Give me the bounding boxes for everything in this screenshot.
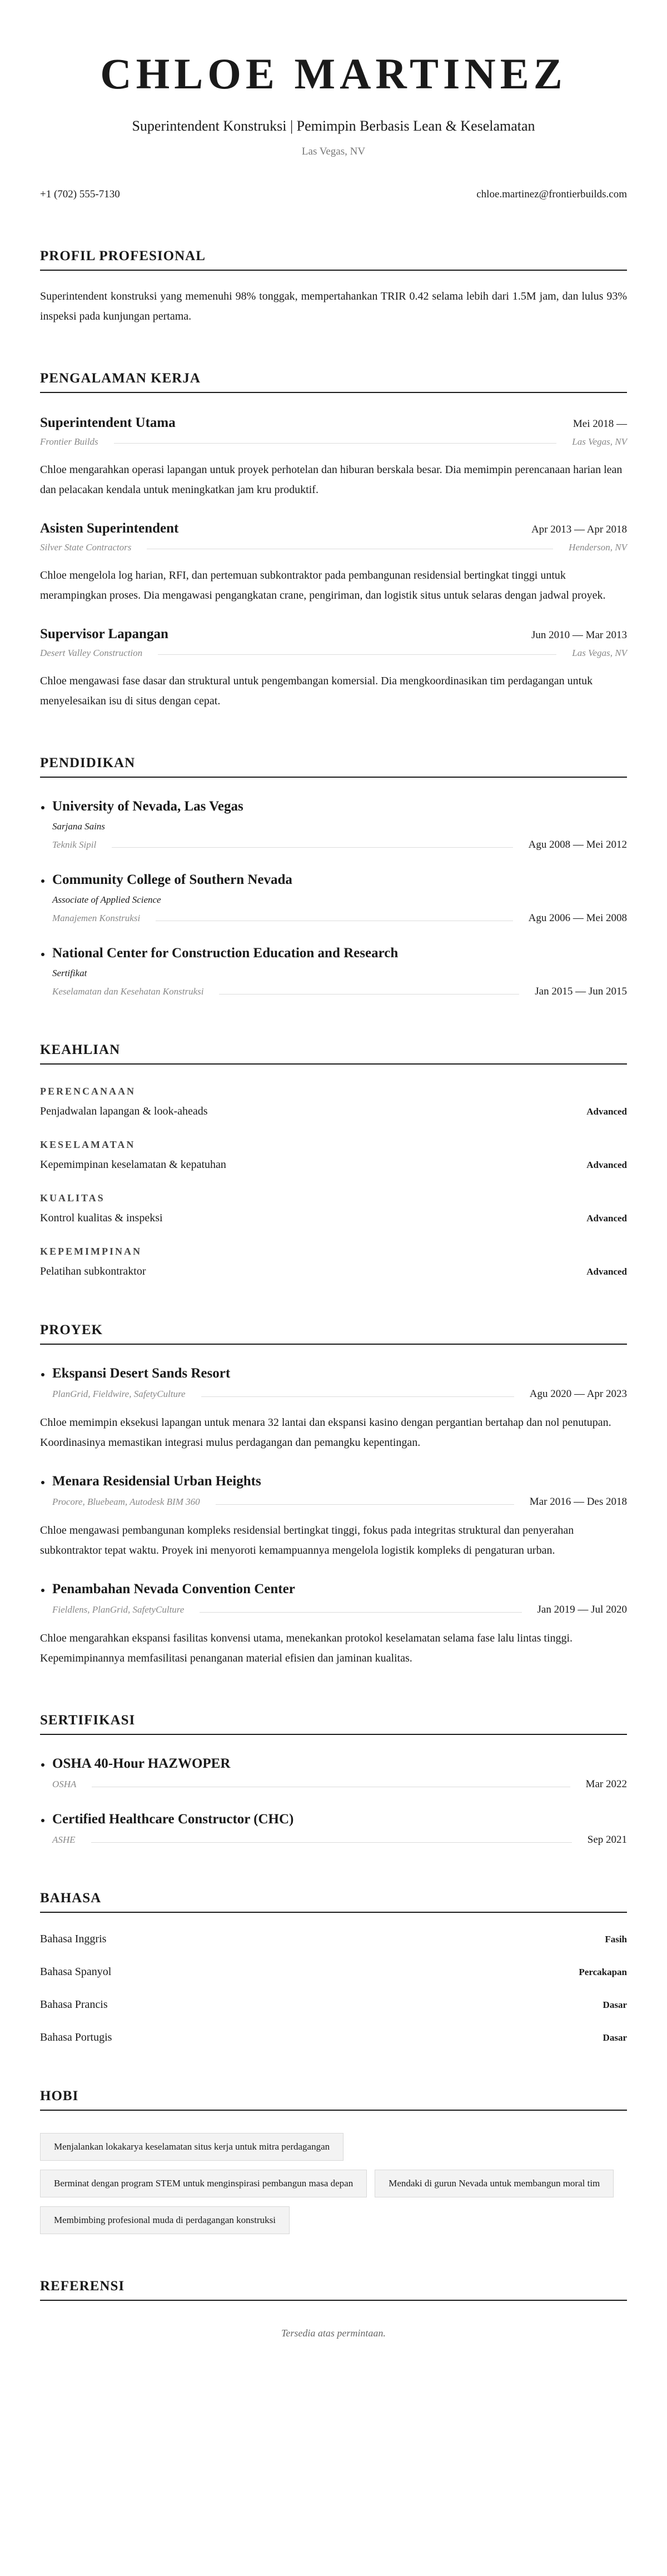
degree: Associate of Applied Science	[52, 894, 161, 905]
language-name: Bahasa Inggris	[40, 1933, 107, 1945]
job-entry	[40, 415, 627, 500]
divider	[91, 1842, 572, 1843]
skill-category: KUALITAS	[40, 1192, 105, 1204]
project-description: Chloe mengawasi pembangunan kompleks residensial bertingkat tinggi, fokus pada integritas struktural dan penyerahan subkontraktor tepat waktu. Proyek ini menyoroti kemampuannya mengelola logistik kompleks di pengaturan urban.	[40, 1524, 574, 1556]
language-level: Dasar	[603, 2000, 627, 2010]
projects-section	[40, 1322, 627, 1668]
degree: Sertifikat	[52, 968, 87, 978]
project-dates: Agu 2020 — Apr 2023	[529, 1388, 627, 1400]
language-entry	[40, 1933, 627, 1946]
field-of-study: Keselamatan dan Kesehatan Konstruksi	[52, 986, 204, 997]
hobby-chip: Membimbing profesional muda di perdagangan konstruksi	[40, 2206, 290, 2234]
project-name: Menara Residensial Urban Heights	[52, 1474, 261, 1489]
language-name: Bahasa Prancis	[40, 1998, 108, 2011]
job-description: Chloe mengelola log harian, RFI, dan pertemuan subkontraktor pada pembangunan residensial bertingkat tinggi untuk merampingkan proses. Dia mengawasi pengangkatan crane, pengiriman, dan logistik situs untuk selaras dengan jadwal proyek.	[40, 569, 606, 601]
skill-category: KESELAMATAN	[40, 1139, 136, 1150]
skills-section	[40, 1042, 627, 1278]
experience-section	[40, 371, 627, 711]
project-entry	[40, 1474, 627, 1560]
language-name: Bahasa Spanyol	[40, 1966, 112, 1978]
skill-name: Penjadwalan lapangan & look-aheads	[40, 1105, 208, 1117]
skill-category: KEPEMIMPINAN	[40, 1246, 142, 1257]
profile-summary: Superintendent konstruksi yang memenuhi 98% tonggak, mempertahankan TRIR 0.42 selama lebih dari 1.5M jam, dan lulus 93% inspeksi pada kunjungan pertama.	[40, 290, 627, 322]
job-dates: Jun 2010 — Mar 2013	[531, 629, 627, 641]
project-dates: Jan 2019 — Jul 2020	[537, 1604, 627, 1615]
divider	[201, 1396, 514, 1397]
language-level: Dasar	[603, 2032, 627, 2043]
hobby-chip: Menjalankan lokakarya keselamatan situs kerja untuk mitra perdagangan	[40, 2133, 344, 2161]
section-title: PENGALAMAN KERJA	[40, 371, 627, 393]
divider	[200, 1612, 521, 1613]
hobby-chip: Mendaki di gurun Nevada untuk membangun moral tim	[375, 2170, 614, 2197]
language-entry	[40, 2031, 627, 2044]
language-entry	[40, 1998, 627, 2011]
language-level: Percakapan	[579, 1967, 627, 1977]
project-tools: PlanGrid, Fieldwire, SafetyCulture	[52, 1389, 186, 1399]
resume-header	[40, 49, 627, 204]
references-note: Tersedia atas permintaan.	[281, 2328, 386, 2339]
skill-category: PERENCANAAN	[40, 1086, 136, 1097]
certification-date: Sep 2021	[587, 1834, 627, 1846]
skill-name: Kontrol kualitas & inspeksi	[40, 1212, 163, 1224]
education-dates: Agu 2008 — Mei 2012	[528, 839, 627, 851]
skill-level: Advanced	[586, 1160, 627, 1170]
job-title: Superintendent Utama	[40, 415, 176, 430]
certification-entry	[40, 1756, 627, 1791]
certifications-section	[40, 1713, 627, 1846]
job-company: Desert Valley Construction	[40, 648, 143, 658]
language-entry	[40, 1966, 627, 1978]
contact-row	[40, 188, 627, 204]
phone: +1 (702) 555-7130	[40, 188, 120, 200]
language-name: Bahasa Portugis	[40, 2031, 112, 2043]
section-title: PENDIDIKAN	[40, 755, 627, 778]
field-of-study: Manajemen Konstruksi	[52, 913, 141, 923]
project-entry	[40, 1582, 627, 1668]
project-description: Chloe mengarahkan ekspansi fasilitas konvensi utama, menekankan protokol keselamatan selama fase lalu lintas tinggi. Kepemimpinannya memfasilitasi penanganan material efisien dan jaminan kualitas.	[40, 1632, 573, 1664]
certification-issuer: OSHA	[52, 1779, 77, 1789]
job-description: Chloe mengarahkan operasi lapangan untuk proyek perhotelan dan hiburan berskala besar. Dia memimpin perencanaan harian lean dan pelacakan kendala untuk meningkatkan jam kru produktif.	[40, 464, 623, 496]
skill-group	[40, 1086, 627, 1118]
field-of-study: Teknik Sipil	[52, 839, 97, 850]
education-dates: Jan 2015 — Jun 2015	[535, 986, 627, 997]
project-name: Penambahan Nevada Convention Center	[52, 1582, 295, 1597]
job-location: Henderson, NV	[569, 542, 627, 553]
project-description: Chloe memimpin eksekusi lapangan untuk menara 32 lantai dan ekspansi kasino dengan pergantian bertahap dan nol penutupan. Koordinasinya memastikan integrasi mulus perdagangan dan pemangku kepentingan.	[40, 1416, 611, 1449]
skill-level: Advanced	[586, 1213, 627, 1224]
references-section	[40, 2279, 627, 2339]
skill-level: Advanced	[586, 1266, 627, 1277]
section-title: HOBI	[40, 2088, 627, 2111]
certification-date: Mar 2022	[585, 1778, 627, 1790]
section-title: REFERENSI	[40, 2279, 627, 2301]
certification-issuer: ASHE	[52, 1834, 76, 1845]
profile-section	[40, 248, 627, 326]
education-entry	[40, 946, 627, 998]
job-title: Asisten Superintendent	[40, 521, 179, 536]
school-name: National Center for Construction Education and Research	[52, 946, 399, 961]
project-tools: Fieldlens, PlanGrid, SafetyCulture	[52, 1604, 185, 1615]
job-entry	[40, 626, 627, 711]
divider	[112, 847, 512, 848]
skill-name: Pelatihan subkontraktor	[40, 1265, 146, 1277]
education-section	[40, 755, 627, 998]
section-title: PROFIL PROFESIONAL	[40, 248, 627, 271]
hobbies-section	[40, 2088, 627, 2234]
job-company: Frontier Builds	[40, 436, 98, 447]
job-location: Las Vegas, NV	[572, 436, 627, 447]
skill-level: Advanced	[586, 1106, 627, 1117]
job-dates: Apr 2013 — Apr 2018	[531, 524, 627, 535]
location: Las Vegas, NV	[301, 146, 366, 157]
email: chloe.martinez@frontierbuilds.com	[476, 188, 627, 200]
school-name: University of Nevada, Las Vegas	[52, 799, 243, 814]
divider	[114, 443, 557, 444]
degree: Sarjana Sains	[52, 821, 105, 832]
languages-section	[40, 1891, 627, 2044]
project-entry	[40, 1366, 627, 1453]
job-entry	[40, 521, 627, 605]
section-title: BAHASA	[40, 1891, 627, 1913]
education-dates: Agu 2006 — Mei 2008	[528, 912, 627, 924]
certification-name: Certified Healthcare Constructor (CHC)	[52, 1812, 294, 1827]
section-title: KEAHLIAN	[40, 1042, 627, 1065]
job-location: Las Vegas, NV	[572, 648, 627, 658]
job-description: Chloe mengawasi fase dasar dan struktural untuk pengembangan komersial. Dia mengkoordinasikan tim perdagangan untuk menyelesaikan isu di situs dengan cepat.	[40, 675, 593, 707]
certification-name: OSHA 40-Hour HAZWOPER	[52, 1756, 231, 1771]
hobby-chip: Berminat dengan program STEM untuk menginspirasi pembangun masa depan	[40, 2170, 367, 2197]
divider	[158, 654, 556, 655]
language-level: Fasih	[605, 1934, 627, 1945]
project-name: Ekspansi Desert Sands Resort	[52, 1366, 231, 1381]
job-title: Supervisor Lapangan	[40, 626, 168, 641]
job-dates: Mei 2018 —	[573, 418, 627, 430]
skill-group	[40, 1192, 627, 1225]
divider	[216, 1504, 514, 1505]
skill-name: Kepemimpinan keselamatan & kepatuhan	[40, 1158, 226, 1171]
project-dates: Mar 2016 — Des 2018	[529, 1496, 627, 1508]
education-entry	[40, 799, 627, 851]
project-tools: Procore, Bluebeam, Autodesk BIM 360	[52, 1496, 200, 1507]
education-entry	[40, 872, 627, 924]
school-name: Community College of Southern Nevada	[52, 872, 292, 887]
candidate-name: CHLOE MARTINEZ	[100, 49, 567, 98]
section-title: SERTIFIKASI	[40, 1713, 627, 1735]
skill-group	[40, 1246, 627, 1278]
headline: Superintendent Konstruksi | Pemimpin Berbasis Lean & Keselamatan	[132, 118, 535, 134]
certification-entry	[40, 1812, 627, 1846]
section-title: PROYEK	[40, 1322, 627, 1345]
job-company: Silver State Contractors	[40, 542, 132, 553]
hobby-chips	[40, 2133, 627, 2234]
skill-group	[40, 1139, 627, 1171]
